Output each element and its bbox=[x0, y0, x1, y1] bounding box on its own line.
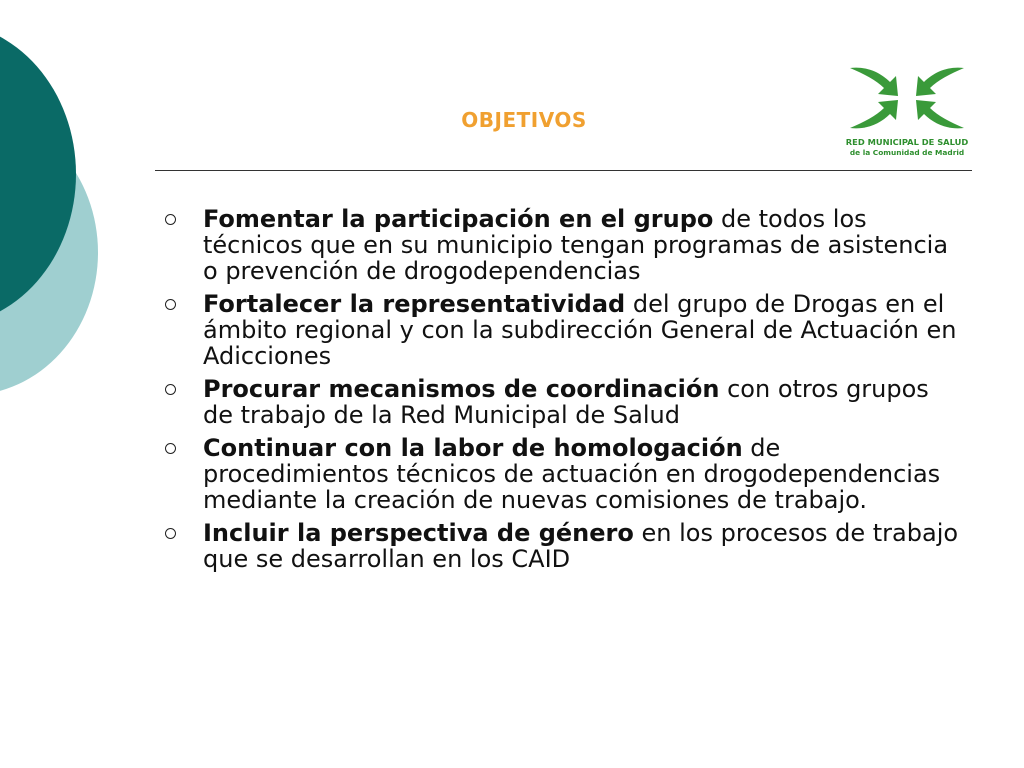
item-bold-text: Fomentar la participación en el grupo bbox=[203, 205, 714, 233]
list-item bbox=[160, 291, 960, 369]
logo-text-line2: de la Comunidad de Madrid bbox=[849, 148, 965, 157]
item-text: de procedimientos técnicos de actuación en drogodependencias mediante la creación de nuevas comisiones de trabajo. bbox=[203, 434, 941, 514]
item-text: en los procesos de trabajo que se desarrollan en los CAID bbox=[203, 519, 959, 573]
item-bold-text: Incluir la perspectiva de género bbox=[203, 519, 634, 547]
item-bold-text: Fortalecer la representatividad bbox=[203, 290, 626, 318]
list-item bbox=[160, 376, 960, 428]
four-arrows-logo-icon bbox=[844, 62, 970, 136]
item-bold-text: Procurar mecanismos de coordinación bbox=[203, 375, 720, 403]
objectives-list bbox=[160, 206, 960, 579]
circle-bullet-icon bbox=[165, 299, 176, 310]
logo bbox=[844, 62, 970, 162]
circle-bullet-icon bbox=[165, 384, 176, 395]
list-item bbox=[160, 520, 960, 572]
item-text: con otros grupos de trabajo de la Red Municipal de Salud bbox=[203, 375, 929, 429]
circle-bullet-icon bbox=[165, 528, 176, 539]
item-bold-text: Continuar con la labor de homologación bbox=[203, 434, 743, 462]
circle-bullet-icon bbox=[165, 214, 176, 225]
list-item bbox=[160, 206, 960, 284]
slide-title: OBJETIVOS bbox=[461, 108, 587, 132]
item-text: del grupo de Drogas en el ámbito regional y con la subdirección General de Actuación en Adicciones bbox=[203, 290, 957, 370]
title-divider bbox=[155, 170, 972, 171]
logo-text-line1: RED MUNICIPAL DE SALUD bbox=[845, 137, 969, 147]
circle-bullet-icon bbox=[165, 443, 176, 454]
list-item bbox=[160, 435, 960, 513]
item-text: de todos los técnicos que en su municipio tengan programas de asistencia o prevención de drogodependencias bbox=[203, 205, 949, 285]
